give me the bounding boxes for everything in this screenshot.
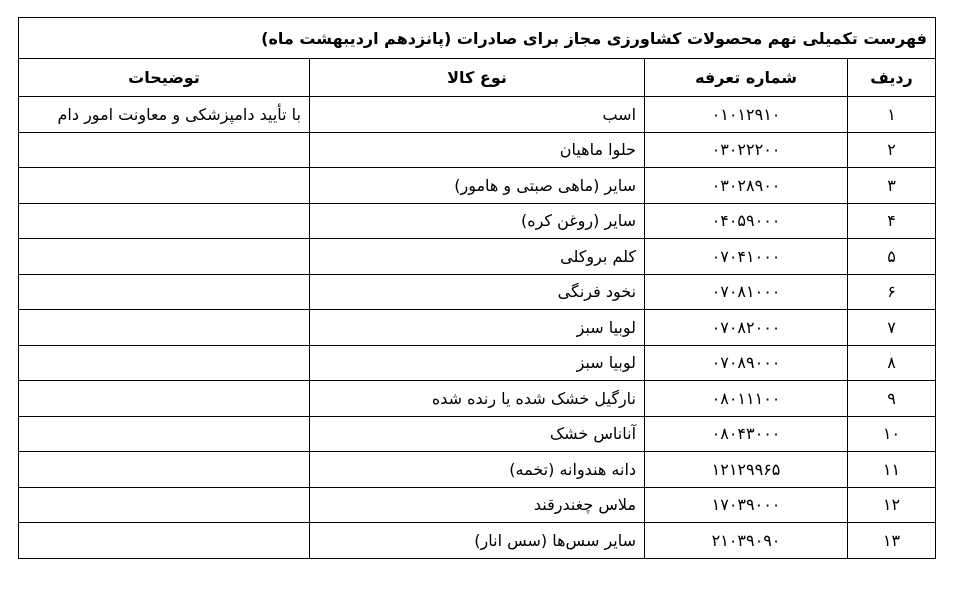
notes-cell: با تأیید دامپزشکی و معاونت امور دام [19, 97, 310, 133]
table-row [19, 452, 936, 488]
header-row [19, 59, 936, 97]
tariff-code: ۱۲۱۲۹۹۶۵ [645, 452, 848, 488]
row-index: ۱۱ [848, 452, 936, 488]
export-goods-table [18, 17, 936, 559]
tariff-code: ۰۷۰۴۱۰۰۰ [645, 239, 848, 275]
goods-name: سایر (ماهی صبتی و هامور) [310, 168, 645, 204]
table-title: فهرست تکمیلی نهم محصولات کشاورزی مجاز برای صادرات (پانزدهم اردیبهشت ماه) [19, 18, 936, 59]
title-row [19, 18, 936, 59]
tariff-code: ۰۷۰۸۲۰۰۰ [645, 310, 848, 346]
notes-cell [19, 274, 310, 310]
row-index: ۴ [848, 203, 936, 239]
row-index: ۱ [848, 97, 936, 133]
tariff-code: ۰۴۰۵۹۰۰۰ [645, 203, 848, 239]
notes-cell [19, 416, 310, 452]
table-row [19, 168, 936, 204]
goods-name: نخود فرنگی [310, 274, 645, 310]
header-tariff: شماره تعرفه [645, 59, 848, 97]
row-index: ۲ [848, 132, 936, 168]
table-row [19, 523, 936, 559]
goods-name: ملاس چغندرقند [310, 487, 645, 523]
notes-cell [19, 452, 310, 488]
goods-name: لوبیا سبز [310, 310, 645, 346]
tariff-code: ۰۸۰۱۱۱۰۰ [645, 381, 848, 417]
table-row [19, 239, 936, 275]
table-row [19, 132, 936, 168]
table-row [19, 416, 936, 452]
notes-cell [19, 132, 310, 168]
tariff-code: ۰۳۰۲۸۹۰۰ [645, 168, 848, 204]
goods-name: نارگیل خشک شده یا رنده شده [310, 381, 645, 417]
table-row [19, 97, 936, 133]
goods-name: لوبیا سبز [310, 345, 645, 381]
row-index: ۱۳ [848, 523, 936, 559]
header-notes: توضیحات [19, 59, 310, 97]
notes-cell [19, 381, 310, 417]
goods-name: اسب [310, 97, 645, 133]
table-row [19, 381, 936, 417]
tariff-code: ۰۷۰۸۱۰۰۰ [645, 274, 848, 310]
table-row [19, 274, 936, 310]
row-index: ۳ [848, 168, 936, 204]
tariff-code: ۰۸۰۴۳۰۰۰ [645, 416, 848, 452]
notes-cell [19, 168, 310, 204]
table-row [19, 345, 936, 381]
table-row [19, 310, 936, 346]
row-index: ۹ [848, 381, 936, 417]
goods-name: سایر (روغن کره) [310, 203, 645, 239]
notes-cell [19, 487, 310, 523]
row-index: ۱۰ [848, 416, 936, 452]
notes-cell [19, 345, 310, 381]
notes-cell [19, 310, 310, 346]
goods-name: کلم بروکلی [310, 239, 645, 275]
tariff-code: ۲۱۰۳۹۰۹۰ [645, 523, 848, 559]
table-row [19, 487, 936, 523]
notes-cell [19, 203, 310, 239]
goods-name: سایر سس‌ها (سس انار) [310, 523, 645, 559]
notes-cell [19, 523, 310, 559]
tariff-code: ۰۷۰۸۹۰۰۰ [645, 345, 848, 381]
tariff-code: ۰۱۰۱۲۹۱۰ [645, 97, 848, 133]
row-index: ۶ [848, 274, 936, 310]
goods-name: حلوا ماهیان [310, 132, 645, 168]
goods-name: دانه هندوانه (تخمه) [310, 452, 645, 488]
row-index: ۸ [848, 345, 936, 381]
header-index: ردیف [848, 59, 936, 97]
header-goods: نوع کالا [310, 59, 645, 97]
notes-cell [19, 239, 310, 275]
table-row [19, 203, 936, 239]
row-index: ۱۲ [848, 487, 936, 523]
row-index: ۵ [848, 239, 936, 275]
goods-name: آناناس خشک [310, 416, 645, 452]
row-index: ۷ [848, 310, 936, 346]
tariff-code: ۰۳۰۲۲۲۰۰ [645, 132, 848, 168]
tariff-code: ۱۷۰۳۹۰۰۰ [645, 487, 848, 523]
